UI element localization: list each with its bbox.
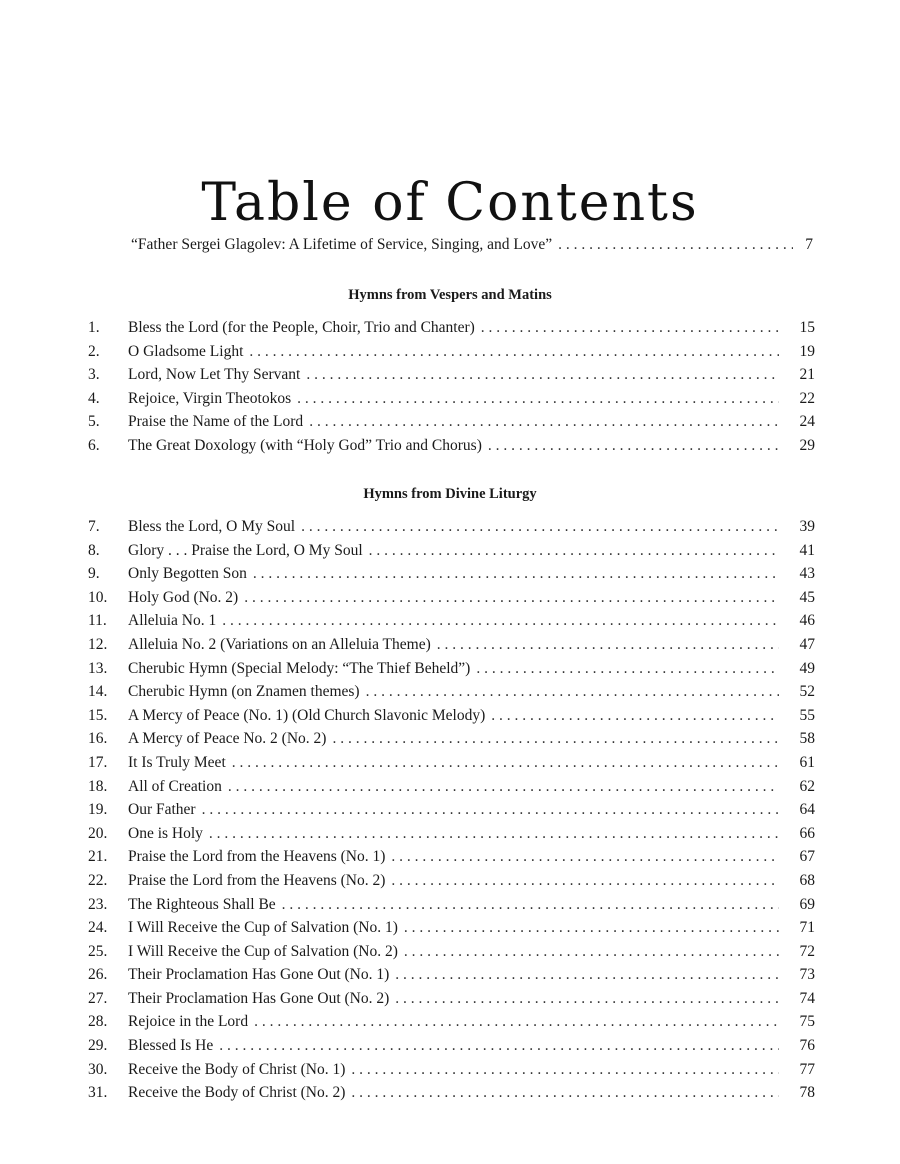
entry-title: Rejoice in the Lord	[128, 1013, 249, 1031]
toc-entry	[88, 390, 815, 414]
entry-title: Only Begotten Son	[128, 565, 247, 583]
toc-entry	[88, 366, 815, 390]
dot-leader	[351, 1061, 779, 1079]
toc-entry	[88, 990, 815, 1014]
entry-title: All of Creation	[128, 777, 222, 795]
entry-page-number: 62	[799, 777, 815, 795]
entry-number: 1.	[88, 319, 100, 336]
entry-page-number: 64	[799, 801, 815, 819]
entry-title: A Mercy of Peace No. 2 (No. 2)	[128, 730, 327, 748]
entry-title: The Righteous Shall Be	[128, 895, 276, 913]
toc-entry	[88, 872, 815, 896]
entry-number: 22.	[88, 871, 108, 889]
toc-entry	[88, 319, 815, 343]
entry-page-number: 41	[799, 541, 815, 559]
entry-title: Holy God (No. 2)	[128, 588, 239, 606]
entry-page-number: 46	[799, 612, 815, 630]
entry-number: 11.	[88, 612, 107, 630]
entry-number: 13.	[88, 659, 108, 677]
dot-leader	[395, 966, 779, 984]
dot-leader	[209, 825, 779, 843]
dot-leader	[249, 343, 779, 361]
dot-leader	[369, 542, 779, 560]
dot-leader	[301, 518, 779, 536]
entry-page-number: 39	[799, 518, 815, 535]
entry-title: Praise the Name of the Lord	[128, 413, 304, 431]
toc-list-vespers-matins	[88, 319, 815, 461]
entry-page-number: 69	[799, 895, 815, 913]
dot-leader	[297, 390, 779, 408]
entry-number: 12.	[88, 635, 108, 653]
dot-leader	[219, 1037, 779, 1055]
intro-page-number: 7	[805, 236, 813, 253]
entry-title: Alleluia No. 1	[128, 612, 217, 630]
dot-leader	[476, 660, 779, 678]
dot-leader	[253, 565, 779, 583]
toc-entry	[88, 754, 815, 778]
entry-title: O Gladsome Light	[128, 342, 244, 360]
entry-page-number: 67	[799, 848, 815, 866]
toc-entry	[88, 343, 815, 367]
dot-leader	[232, 754, 779, 772]
entry-title: Bless the Lord, O My Soul	[128, 518, 296, 535]
dot-leader	[202, 801, 779, 819]
entry-number: 17.	[88, 753, 108, 771]
entry-title: Their Proclamation Has Gone Out (No. 1)	[128, 966, 390, 984]
entry-title: Receive the Body of Christ (No. 1)	[128, 1060, 346, 1078]
entry-title: Receive the Body of Christ (No. 2)	[128, 1084, 346, 1102]
entry-page-number: 58	[799, 730, 815, 748]
dot-leader	[244, 589, 779, 607]
entry-title: I Will Receive the Cup of Salvation (No. 2)	[128, 942, 398, 960]
entry-number: 28.	[88, 1013, 108, 1031]
toc-entry	[88, 848, 815, 872]
dot-leader	[351, 1084, 779, 1102]
dot-leader	[228, 778, 779, 796]
toc-entry	[88, 943, 815, 967]
dot-leader	[391, 872, 779, 890]
intro-entry	[131, 236, 813, 260]
entry-title: Blessed Is He	[128, 1037, 214, 1055]
entry-page-number: 78	[799, 1084, 815, 1102]
entry-page-number: 52	[799, 683, 815, 701]
dot-leader	[332, 730, 779, 748]
entry-number: 30.	[88, 1060, 108, 1078]
entry-title: A Mercy of Peace (No. 1) (Old Church Slavonic Melody)	[128, 706, 486, 724]
entry-page-number: 74	[799, 989, 815, 1007]
dot-leader	[306, 366, 779, 384]
entry-title: One is Holy	[128, 824, 203, 842]
intro-text: “Father Sergei Glagolev: A Lifetime of Service, Singing, and Love”	[131, 236, 553, 253]
entry-title: Cherubic Hymn (Special Melody: “The Thief Beheld”)	[128, 659, 471, 677]
page-title: Table of Contents	[201, 172, 699, 233]
entry-page-number: 55	[799, 706, 815, 724]
entry-number: 23.	[88, 895, 108, 913]
entry-page-number: 75	[799, 1013, 815, 1031]
entry-page-number: 73	[799, 966, 815, 984]
entry-number: 14.	[88, 683, 108, 701]
toc-entry	[88, 778, 815, 802]
entry-title: It Is Truly Meet	[128, 753, 226, 771]
entry-number: 21.	[88, 848, 108, 866]
dot-leader	[558, 236, 793, 254]
dot-leader	[222, 612, 779, 630]
entry-page-number: 22	[799, 389, 815, 407]
toc-entry	[88, 825, 815, 849]
dot-leader	[282, 896, 779, 914]
entry-number: 26.	[88, 966, 108, 984]
entry-title: Glory . . . Praise the Lord, O My Soul	[128, 541, 363, 559]
dot-leader	[404, 919, 779, 937]
entry-number: 20.	[88, 824, 108, 842]
entry-page-number: 47	[799, 635, 815, 653]
entry-page-number: 71	[799, 919, 815, 937]
toc-entry	[88, 896, 815, 920]
entry-title: Bless the Lord (for the People, Choir, Trio and Chanter)	[128, 319, 475, 336]
entry-number: 9.	[88, 565, 100, 583]
entry-page-number: 29	[799, 436, 815, 454]
entry-page-number: 61	[799, 753, 815, 771]
toc-entry	[88, 518, 815, 542]
entry-number: 19.	[88, 801, 108, 819]
entry-number: 7.	[88, 518, 100, 535]
entry-number: 25.	[88, 942, 108, 960]
section-heading-divine-liturgy: Hymns from Divine Liturgy	[363, 486, 537, 502]
dot-leader	[404, 943, 779, 961]
toc-entry	[88, 660, 815, 684]
dot-leader	[437, 636, 779, 654]
entry-page-number: 68	[799, 871, 815, 889]
toc-entry	[88, 919, 815, 943]
entry-title: Praise the Lord from the Heavens (No. 1)	[128, 848, 386, 866]
entry-number: 5.	[88, 413, 100, 431]
toc-entry	[88, 413, 815, 437]
entry-number: 16.	[88, 730, 108, 748]
dot-leader	[488, 437, 779, 455]
entry-number: 18.	[88, 777, 108, 795]
entry-title: The Great Doxology (with “Holy God” Trio and Chorus)	[128, 436, 482, 454]
entry-page-number: 76	[799, 1037, 815, 1055]
toc-entry	[88, 1037, 815, 1061]
entry-page-number: 72	[799, 942, 815, 960]
toc-entry	[88, 683, 815, 707]
toc-entry	[88, 1061, 815, 1085]
toc-entry	[88, 542, 815, 566]
entry-number: 2.	[88, 342, 100, 360]
toc-entry	[88, 1013, 815, 1037]
toc-entry	[88, 565, 815, 589]
entry-page-number: 43	[799, 565, 815, 583]
toc-entry	[88, 1084, 815, 1108]
dot-leader	[481, 319, 779, 337]
entry-page-number: 19	[799, 342, 815, 360]
entry-title: Rejoice, Virgin Theotokos	[128, 389, 292, 407]
dot-leader	[391, 848, 779, 866]
entry-number: 4.	[88, 389, 100, 407]
toc-entry	[88, 801, 815, 825]
toc-entry	[88, 636, 815, 660]
entry-page-number: 77	[799, 1060, 815, 1078]
entry-title: Their Proclamation Has Gone Out (No. 2)	[128, 989, 390, 1007]
entry-page-number: 49	[799, 659, 815, 677]
toc-entry	[88, 966, 815, 990]
entry-page-number: 21	[799, 366, 815, 384]
entry-number: 8.	[88, 541, 100, 559]
entry-number: 10.	[88, 588, 108, 606]
dot-leader	[491, 707, 779, 725]
entry-number: 24.	[88, 919, 108, 937]
entry-number: 29.	[88, 1037, 108, 1055]
entry-number: 6.	[88, 436, 100, 454]
dot-leader	[309, 413, 779, 431]
dot-leader	[366, 683, 779, 701]
entry-number: 27.	[88, 989, 108, 1007]
entry-page-number: 15	[799, 319, 815, 336]
entry-title: I Will Receive the Cup of Salvation (No. 1)	[128, 919, 398, 937]
dot-leader	[395, 990, 779, 1008]
toc-list-divine-liturgy	[88, 518, 815, 1108]
entry-page-number: 66	[799, 824, 815, 842]
toc-entry	[88, 707, 815, 731]
entry-title: Praise the Lord from the Heavens (No. 2)	[128, 871, 386, 889]
section-heading-vespers-matins: Hymns from Vespers and Matins	[348, 287, 552, 303]
dot-leader	[254, 1013, 779, 1031]
entry-page-number: 45	[799, 588, 815, 606]
entry-title: Cherubic Hymn (on Znamen themes)	[128, 683, 360, 701]
entry-title: Alleluia No. 2 (Variations on an Alleluia Theme)	[128, 635, 431, 653]
entry-page-number: 24	[799, 413, 815, 431]
entry-title: Lord, Now Let Thy Servant	[128, 366, 301, 384]
toc-entry	[88, 730, 815, 754]
entry-number: 3.	[88, 366, 100, 384]
entry-number: 15.	[88, 706, 108, 724]
entry-title: Our Father	[128, 801, 196, 819]
toc-entry	[88, 589, 815, 613]
entry-number: 31.	[88, 1084, 108, 1102]
toc-entry	[88, 612, 815, 636]
toc-entry	[88, 437, 815, 461]
